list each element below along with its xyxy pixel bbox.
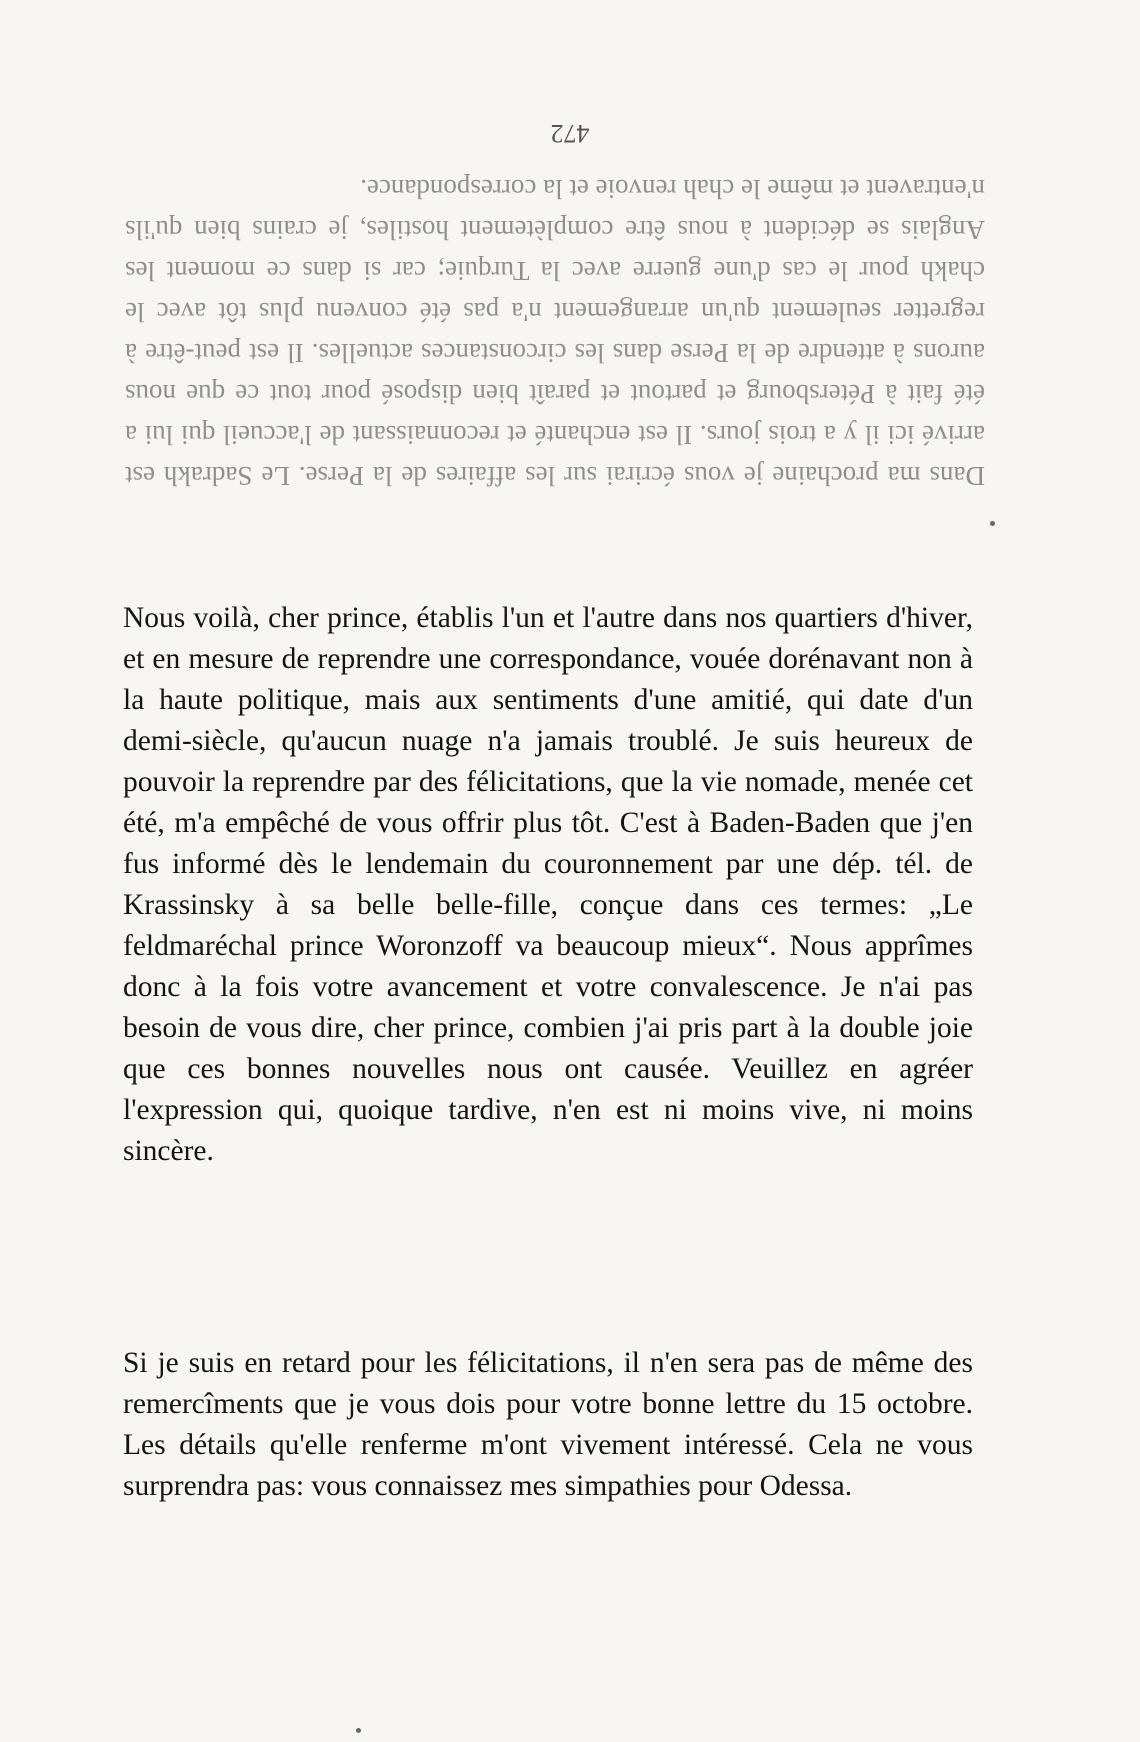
margin-speck <box>990 521 995 526</box>
letter-body <box>123 598 973 1172</box>
bleed-through-text <box>125 168 985 496</box>
letter-paragraph: Nous voilà, cher prince, établis l'un et l'autre dans nos quartiers d'hiver, et en mesure de reprendre une correspondance, vouée dorénavant non à la haute politique, mais aux sentiments d'une amitié, qui date d'un demi-siècle, qu'aucun nuage n'a jamais troublé. Je suis heureux de pouvoir la reprendre par des félicitations, que la vie nomade, menée cet été, m'a empêché de vous offrir plus tôt. C'est à Baden-Baden que j'en fus informé dès le lendemain du couronnement par une dép. tél. de Krassinsky à sa belle belle-fille, conçue dans ces termes: „Le feldmaréchal prince Woronzoff va beaucoup mieux“. Nous apprîmes donc à la fois votre avancement et votre convalescence. Je n'ai pas besoin de vous dire, cher prince, combien j'ai pris part à la double joie que ces bonnes nouvelles nous ont causée. Veuillez en agréer l'expression qui, quoique tardive, n'en est ni moins vive, ni moins sincère. <box>123 602 973 1167</box>
reply-body <box>123 1343 973 1507</box>
margin-speck <box>356 1728 361 1733</box>
mirrored-page-number: 472 <box>550 119 590 148</box>
bleed-paragraph: Dans ma prochaine je vous écrirai sur les affaires de la Perse. Le Sadrakh est arrivé ici il y a trois jours. Il est enchanté et reconnaissant de l'accueil qui lui a été fait à Pétersbourg et partout et paraît bien disposé pour tout ce que nous aurons à attendre de la Perse dans les circonstances actuelles. Il est peut-être à regretter seulement qu'un arrangement n'a pas été convenu plus tôt avec le chakh pour le cas d'une guerre avec la Turquie; car si dans ce moment les Anglais se décident à nous être complètement hostiles, je crains bien qu'ils n'entravent et même le chah renvoie et la correspondance. <box>125 174 985 491</box>
reply-paragraph: Si je suis en retard pour les félicitations, il n'en sera pas de même des remercîments que je vous dois pour votre bonne lettre du 15 octobre. Les détails qu'elle renferme m'ont vivement intéressé. Cela ne vous surprendra pas: vous connaissez mes simpathies pour Odessa. <box>123 1347 973 1502</box>
